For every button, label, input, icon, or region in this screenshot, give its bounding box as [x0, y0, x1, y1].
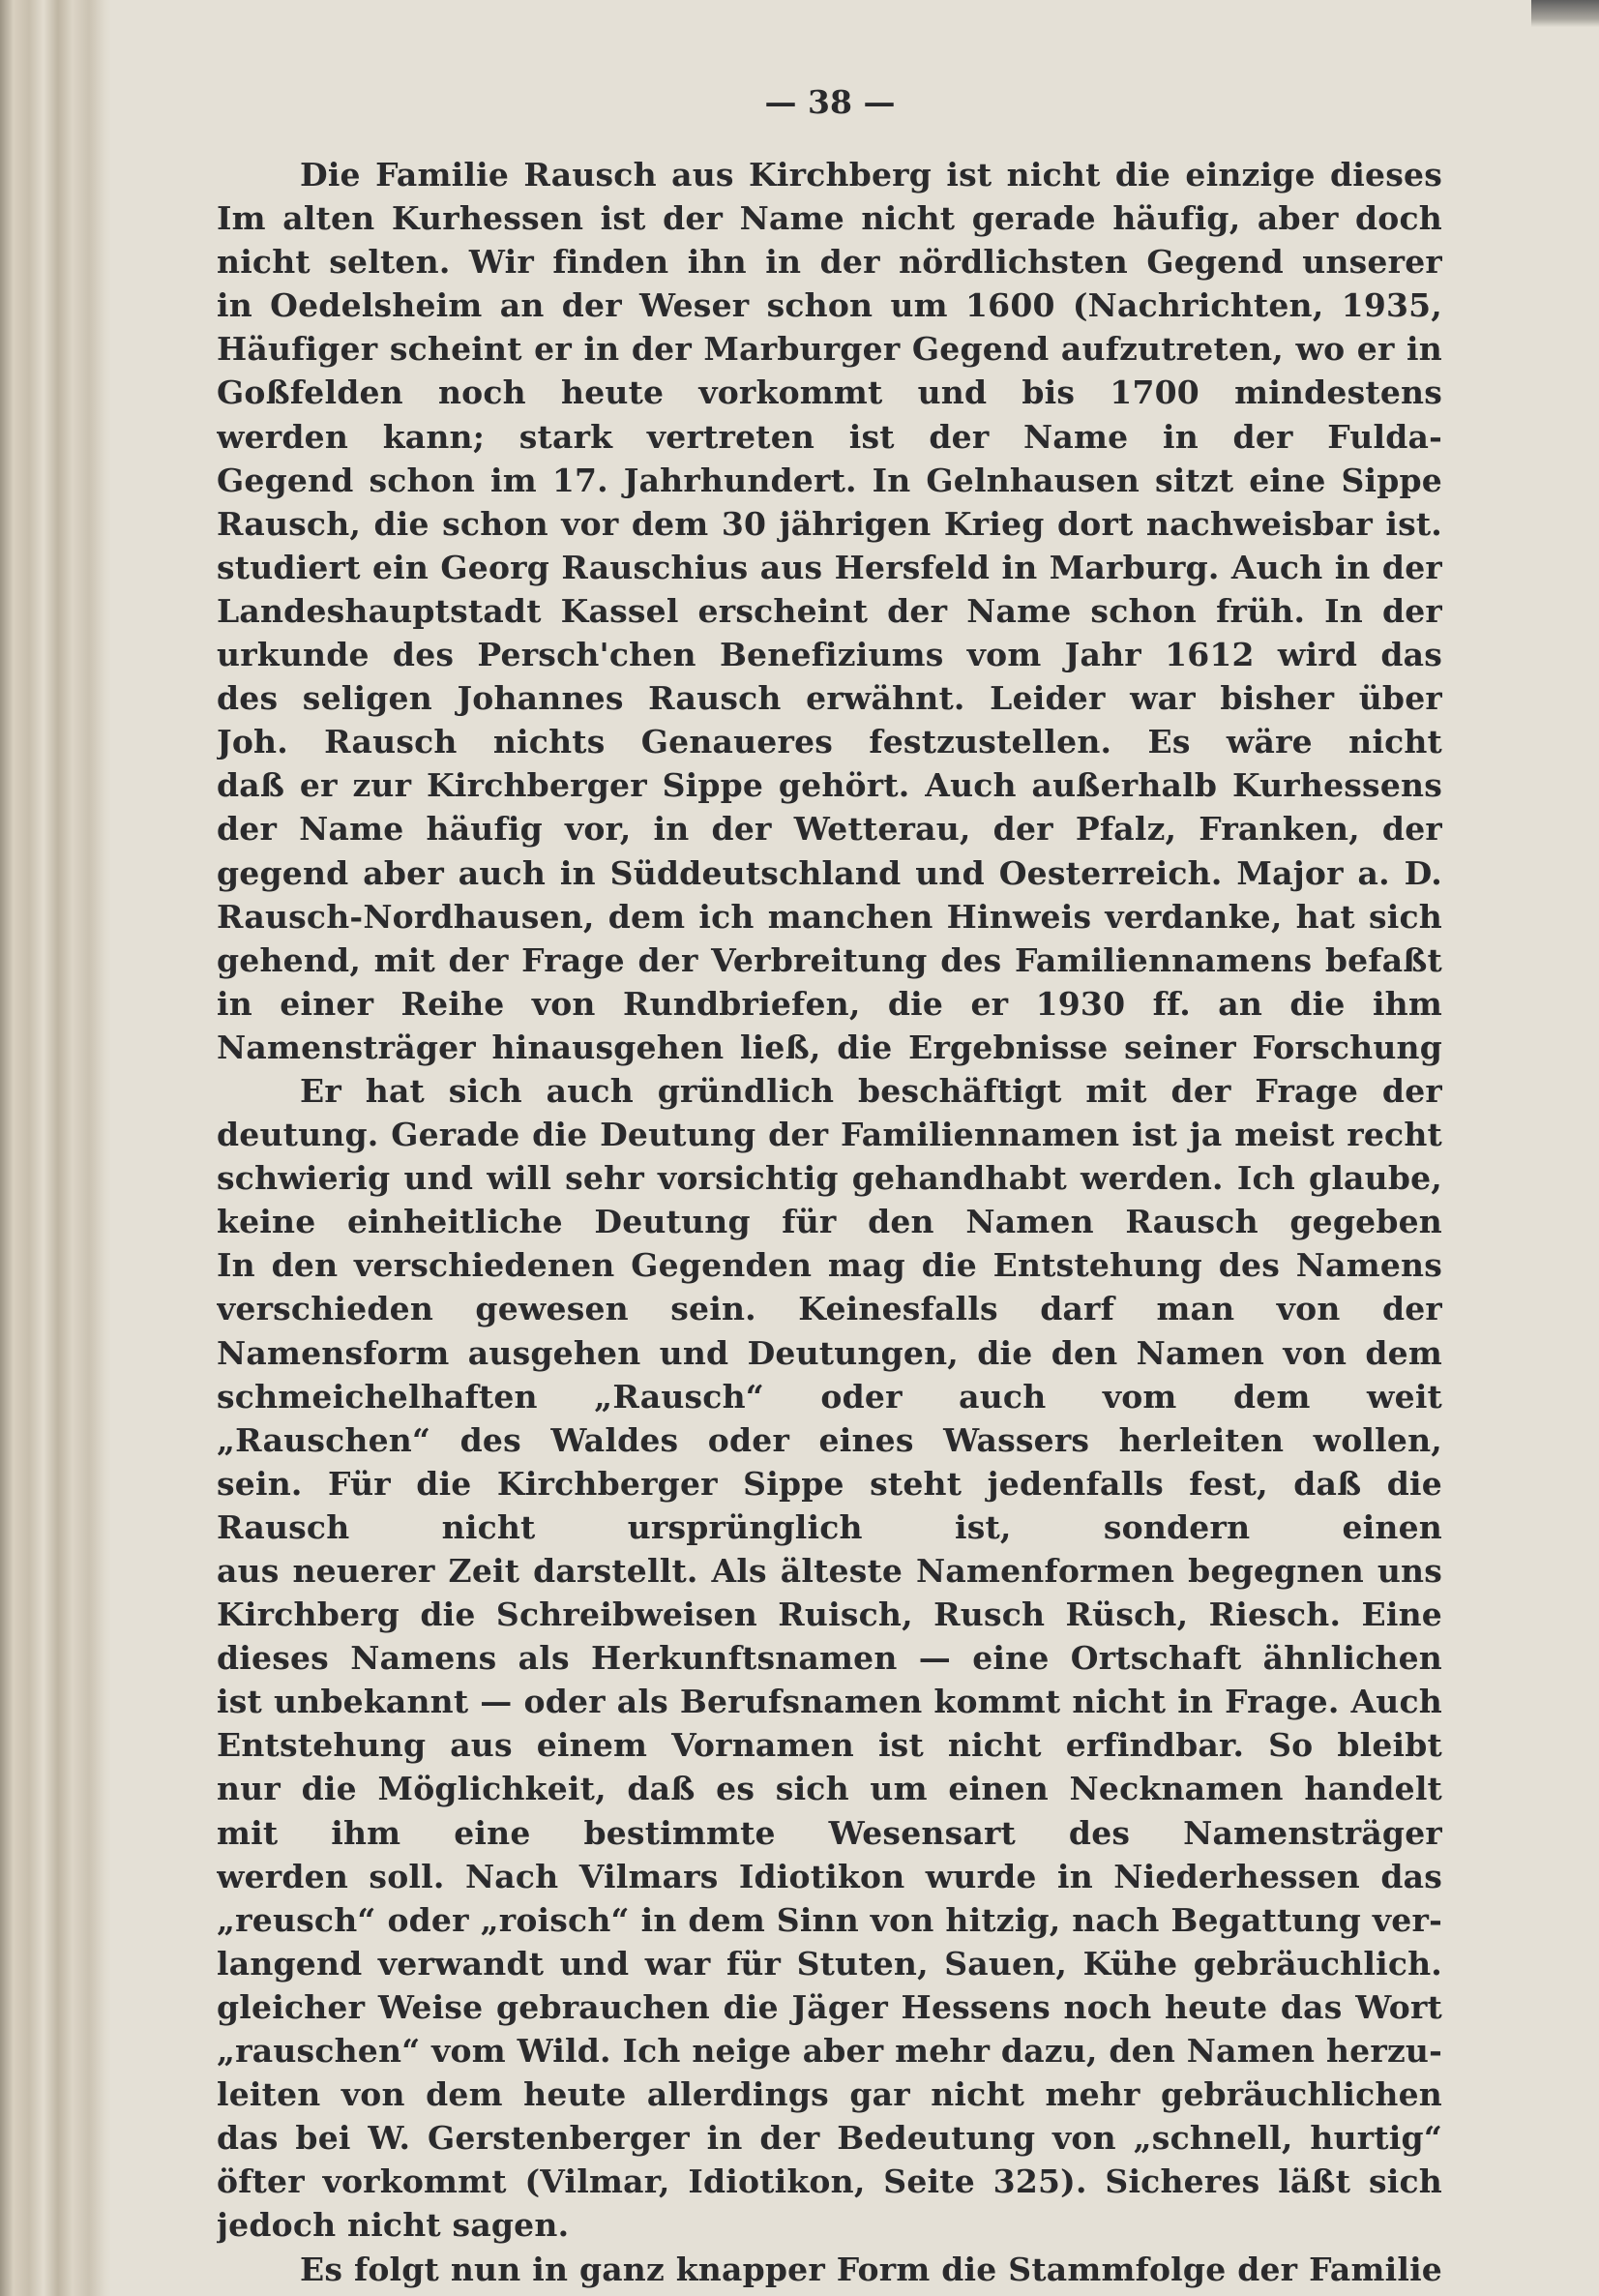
- text-line: „rauschen“ vom Wild. Ich neige aber mehr dazu, den Namen herzu-: [217, 2032, 1442, 2071]
- text-line: deutung. Gerade die Deutung der Familiennamen ist ja meist recht: [217, 1116, 1442, 1154]
- text-line: Häufiger scheint er in der Marburger Gegend aufzutreten, wo er in: [217, 330, 1442, 369]
- text-line: aus neuerer Zeit darstellt. Als älteste Namenformen begegnen uns: [217, 1552, 1442, 1590]
- text-line: daß er zur Kirchberger Sippe gehört. Auch außerhalb Kurhessens: [217, 766, 1442, 805]
- text-line: nicht selten. Wir finden ihn in der nördlichsten Gegend unserer: [217, 243, 1442, 282]
- text-line: in Oedelsheim an der Weser schon um 1600 (Nachrichten, 1935,: [217, 286, 1442, 325]
- text-line: nur die Möglichkeit, daß es sich um einen Necknamen handelt: [217, 1770, 1442, 1808]
- text-line: Rausch-Nordhausen, dem ich manchen Hinweis verdanke, hat sich: [217, 897, 1442, 936]
- text-line: Namensform ausgehen und Deutungen, die den Namen von dem: [217, 1333, 1442, 1372]
- text-line: Namensträger hinausgehen ließ, die Ergebnisse seiner Forschung: [217, 1028, 1442, 1066]
- text-line: Entstehung aus einem Vornamen ist nicht erfindbar. So bleibt: [217, 1726, 1442, 1765]
- text-line: Es folgt nun in ganz knapper Form die Stammfolge der Familie: [300, 2250, 1442, 2288]
- text-line: sein. Für die Kirchberger Sippe steht jedenfalls fest, daß die: [217, 1464, 1442, 1503]
- text-line: mit ihm eine bestimmte Wesensart des Namensträger: [217, 1813, 1442, 1852]
- text-line: Rausch, die schon vor dem 30 jährigen Krieg dort nachweisbar ist.: [217, 504, 1442, 543]
- text-line: ist unbekannt — oder als Berufsnamen kommt nicht in Frage. Auch: [217, 1683, 1442, 1721]
- text-line: werden kann; stark vertreten ist der Name in der Fulda-: [217, 417, 1442, 456]
- text-line: schmeichelhaften „Rausch“ oder auch vom dem weit: [217, 1377, 1442, 1416]
- body-text: [217, 153, 1442, 2291]
- text-line: Im alten Kurhessen ist der Name nicht gerade häufig, aber doch: [217, 199, 1442, 238]
- text-line: studiert ein Georg Rauschius aus Hersfeld in Marburg. Auch in der: [217, 548, 1442, 586]
- text-line: „reusch“ oder „roisch“ in dem Sinn von hitzig, nach Begattung ver-: [217, 1900, 1442, 1939]
- text-line: dieses Namens als Herkunftsnamen — eine Ortschaft ähnlichen: [217, 1639, 1442, 1678]
- book-binding-edge: [0, 0, 111, 2296]
- text-line: Rausch nicht ursprünglich ist, sondern einen: [217, 1507, 1442, 1546]
- text-line: Gegend schon im 17. Jahrhundert. In Gelnhausen sitzt eine Sippe: [217, 461, 1442, 499]
- text-line: langend verwandt und war für Stuten, Sauen, Kühe gebräuchlich.: [217, 1944, 1442, 1983]
- text-line: keine einheitliche Deutung für den Namen Rausch gegeben: [217, 1203, 1442, 1241]
- text-line: Joh. Rausch nichts Genaueres festzustellen. Es wäre nicht: [217, 723, 1442, 761]
- text-line: schwierig und will sehr vorsichtig gehandhabt werden. Ich glaube,: [217, 1159, 1442, 1198]
- text-line: leiten von dem heute allerdings gar nicht mehr gebräuchlichen: [217, 2075, 1442, 2114]
- text-line: der Name häufig vor, in der Wetterau, der Pfalz, Franken, der: [217, 810, 1442, 849]
- text-line: gegend aber auch in Süddeutschland und Oesterreich. Major a. D.: [217, 853, 1442, 892]
- text-line: gehend, mit der Frage der Verbreitung des Familiennamens befaßt: [217, 940, 1442, 979]
- text-line: jedoch nicht sagen.: [217, 2206, 570, 2245]
- text-line: das bei W. Gerstenberger in der Bedeutung von „schnell, hurtig“: [217, 2119, 1442, 2158]
- text-line: des seligen Johannes Rausch erwähnt. Leider war bisher über: [217, 679, 1442, 718]
- text-line: werden soll. Nach Vilmars Idiotikon wurde in Niederhessen das: [217, 1857, 1442, 1895]
- text-line: In den verschiedenen Gegenden mag die Entstehung des Namens: [217, 1246, 1442, 1285]
- text-line: Kirchberg die Schreibweisen Ruisch, Rusch Rüsch, Riesch. Eine: [217, 1595, 1442, 1634]
- text-line: verschieden gewesen sein. Keinesfalls darf man von der: [217, 1290, 1442, 1328]
- text-line: Goßfelden noch heute vorkommt und bis 1700 mindestens: [217, 373, 1442, 412]
- text-line: in einer Reihe von Rundbriefen, die er 1930 ff. an die ihm: [217, 984, 1442, 1023]
- text-line: öfter vorkommt (Vilmar, Idiotikon, Seite 325). Sicheres läßt sich: [217, 2162, 1442, 2201]
- text-line: gleicher Weise gebrauchen die Jäger Hessens noch heute das Wort: [217, 1987, 1442, 2026]
- text-line: „Rauschen“ des Waldes oder eines Wassers herleiten wollen,: [217, 1420, 1442, 1459]
- page-number: — 38 —: [764, 83, 896, 121]
- text-line: Landeshauptstadt Kassel erscheint der Name schon früh. In der: [217, 591, 1442, 630]
- page-corner-shadow: [1531, 0, 1599, 27]
- text-line: Die Familie Rausch aus Kirchberg ist nicht die einzige dieses: [300, 156, 1442, 194]
- text-line: urkunde des Persch'chen Benefiziums vom Jahr 1612 wird das: [217, 636, 1442, 674]
- text-line: Er hat sich auch gründlich beschäftigt mit der Frage der: [300, 1071, 1442, 1110]
